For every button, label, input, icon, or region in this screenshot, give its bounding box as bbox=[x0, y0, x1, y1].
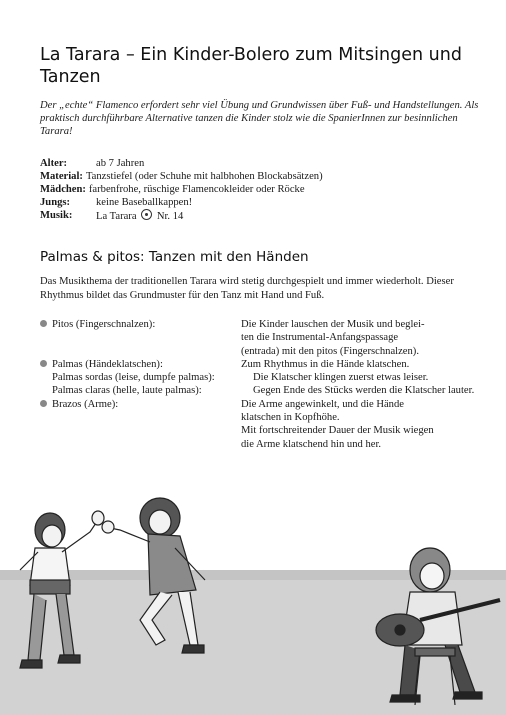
page-title: La Tarara – Ein Kinder-Bolero zum Mitsingen und Tanzen bbox=[40, 45, 462, 87]
section-heading: Palmas & pitos: Tanzen mit den Händen bbox=[40, 249, 309, 265]
sub-term: Palmas sordas (leise, dumpfe palmas): bbox=[52, 372, 215, 384]
fact-material bbox=[40, 170, 480, 183]
step-palmas-sordas bbox=[40, 371, 480, 384]
fact-age bbox=[40, 157, 480, 170]
fact-label: Jungs: bbox=[40, 197, 71, 208]
step-desc-line: Die Kinder lauschen der Musik und beglei- bbox=[241, 319, 425, 330]
bullet-icon bbox=[40, 400, 47, 407]
section-text: Das Musikthema der traditionellen Tarara wird stetig durchgespielt und immer wiederholt. Dieser Rhythmus bildet das Grundmuster für den Tanz mit Hand und Fuß. bbox=[40, 276, 454, 301]
fact-value: ab 7 Jahren bbox=[96, 158, 145, 169]
music-title: La Tarara bbox=[96, 211, 137, 222]
step-brazos bbox=[40, 398, 480, 451]
step-term: Pitos (Fingerschnalzen): bbox=[52, 319, 156, 330]
music-track: Nr. 14 bbox=[156, 211, 184, 222]
step-desc-line: Zum Rhythmus in die Hände klatschen. bbox=[241, 358, 410, 370]
step-desc-line: Mit fortschreitender Dauer der Musik wiegen bbox=[241, 425, 434, 437]
step-term: Brazos (Arme): bbox=[52, 398, 119, 410]
step-desc-line: ten die Instrumental-Anfangspassage bbox=[241, 332, 399, 344]
fact-label: Alter: bbox=[40, 158, 68, 169]
step-desc-line: die Arme klatschend hin und her. bbox=[241, 438, 382, 450]
fact-label: Mädchen: bbox=[40, 184, 86, 195]
step-desc-line: klatschen in Kopfhöhe. bbox=[241, 412, 340, 424]
step-pitos bbox=[40, 318, 480, 358]
fact-value: Tanzstiefel (oder Schuhe mit halbhohen Blockabsätzen) bbox=[85, 171, 323, 182]
fact-music bbox=[40, 209, 480, 223]
fact-value bbox=[96, 209, 480, 223]
fact-label: Musik: bbox=[40, 210, 73, 221]
bullet-icon bbox=[40, 320, 47, 327]
fact-label: Material: bbox=[40, 171, 83, 182]
steps-list bbox=[40, 318, 480, 451]
step-palmas bbox=[40, 358, 480, 371]
intro-text: Der „echte“ Flamenco erfordert sehr viel Übung und Grundwissen über Fuß- und Handstellungen. Als praktisch durchführbare Alternative tanzen die Kinder stolz wie die SpanierInnen zur besinnlichen Tarara! bbox=[40, 100, 479, 138]
sub-desc: Die Klatscher klingen zuerst etwas leiser. bbox=[253, 372, 429, 384]
bullet-icon bbox=[40, 360, 47, 367]
step-desc-line: Die Arme angewinkelt, und die Hände bbox=[241, 398, 404, 410]
sub-term: Palmas claras (helle, laute palmas): bbox=[52, 385, 202, 397]
fact-value: farbenfrohe, rüschige Flamencokleider oder Röcke bbox=[88, 184, 305, 195]
fact-girls bbox=[40, 183, 480, 196]
dancing-children-illustration bbox=[0, 470, 506, 715]
step-term: Palmas (Händeklatschen): bbox=[52, 358, 163, 370]
fact-value: keine Baseballkappen! bbox=[96, 197, 193, 208]
step-desc-line: (entrada) mit den pitos (Fingerschnalzen). bbox=[241, 345, 419, 357]
facts-list bbox=[40, 157, 480, 223]
fact-boys bbox=[40, 196, 480, 209]
cd-icon bbox=[141, 209, 152, 220]
step-palmas-claras bbox=[40, 384, 480, 397]
sub-desc: Gegen Ende des Stücks werden die Klatscher lauter. bbox=[253, 385, 475, 397]
